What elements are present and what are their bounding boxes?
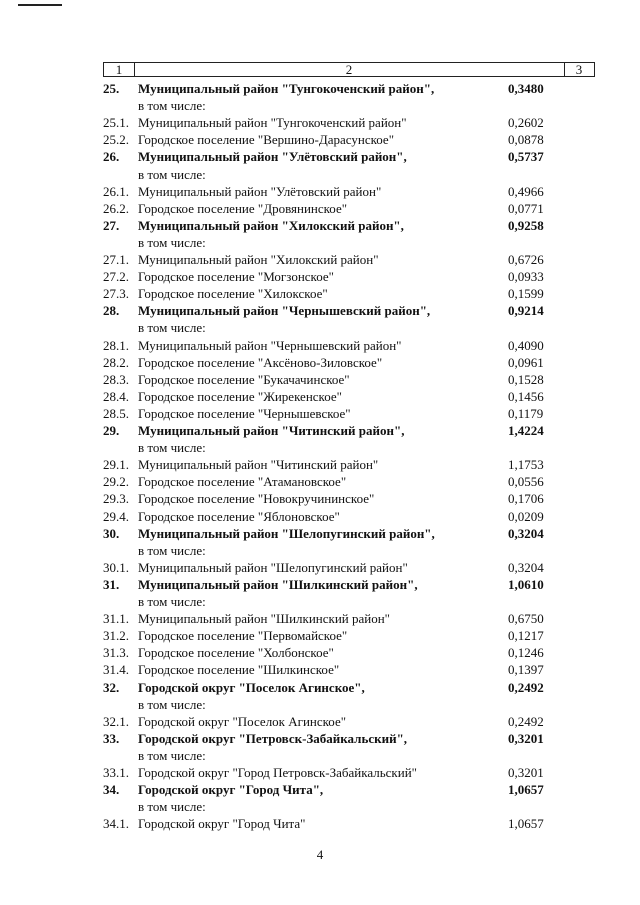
row-number: 33.1. (103, 765, 129, 780)
row-value: 0,3204 (508, 559, 544, 575)
row-name: Городское поселение "Жирекенское" (138, 388, 342, 404)
table-row (0, 559, 640, 576)
row-name: Городской округ "Петровск-Забайкальский", (138, 730, 408, 746)
row-value: 0,1217 (508, 628, 544, 644)
row-number: 34.1. (103, 816, 129, 832)
row-number: 29.4. (103, 508, 129, 524)
row-number: 26.2. (103, 200, 129, 216)
row-number: 27.1. (103, 252, 129, 267)
row-name: Муниципальный район "Хилокский район", (138, 217, 404, 233)
row-name: Городской округ "Город Чита", (138, 782, 324, 798)
row-number: 27.2. (103, 269, 129, 285)
row-value: 0,1179 (508, 405, 544, 421)
table-row (0, 200, 640, 217)
table-row (0, 508, 640, 525)
row-sub-note (0, 97, 640, 114)
table-row-district (0, 576, 640, 593)
page-number: 4 (316, 847, 324, 862)
row-number: 29.2. (103, 474, 129, 490)
row-value: 1,0657 (508, 782, 544, 798)
sub-note-text: в том числе: (138, 542, 206, 558)
row-value: 0,4966 (508, 183, 544, 199)
sub-note-text: в том числе: (138, 594, 206, 609)
header-col-3: 3 (575, 62, 583, 77)
row-number: 28.5. (103, 405, 129, 421)
table-row (0, 285, 640, 302)
row-value: 0,1397 (508, 662, 544, 678)
row-value: 0,2492 (508, 679, 544, 695)
row-name: Городской округ "Поселок Агинское", (138, 679, 365, 695)
row-value: 1,1753 (508, 457, 544, 473)
row-sub-note (0, 439, 640, 456)
row-name: Городское поселение "Первомайское" (138, 628, 348, 644)
row-name: Муниципальный район "Чернышевский район", (138, 303, 431, 319)
table-row (0, 114, 640, 131)
row-number: 28.3. (103, 371, 129, 387)
row-number: 28. (103, 303, 120, 319)
table-row (0, 627, 640, 644)
row-number: 27.3. (103, 286, 129, 302)
row-name: Городское поселение "Яблоновское" (138, 508, 340, 524)
row-value: 0,6726 (508, 252, 544, 267)
row-name: Муниципальный район "Чернышевский район" (138, 337, 402, 353)
table-row (0, 251, 640, 268)
row-name: Муниципальный район "Тунгокоченский район", (138, 81, 435, 96)
table-header-row (103, 62, 595, 77)
table-row (0, 268, 640, 285)
table-row (0, 815, 640, 832)
row-number: 31.3. (103, 645, 129, 661)
table-row (0, 405, 640, 422)
row-value: 1,0657 (508, 816, 544, 832)
row-number: 31. (103, 576, 120, 592)
row-name: Муниципальный район "Улётовский район", (138, 149, 407, 165)
table-row (0, 610, 640, 627)
row-name: Городское поселение "Чернышевское" (138, 405, 351, 421)
row-name: Муниципальный район "Читинский район" (138, 457, 379, 473)
table-row-district (0, 422, 640, 439)
table-row (0, 456, 640, 473)
row-number: 26.1. (103, 183, 129, 199)
top-rule-mark (18, 4, 62, 6)
row-number: 26. (103, 149, 120, 165)
row-value: 0,3204 (508, 525, 544, 541)
row-number: 29. (103, 423, 120, 438)
row-number: 31.2. (103, 628, 129, 644)
row-value: 0,1706 (508, 491, 544, 507)
table-row (0, 337, 640, 354)
row-name: Городское поселение "Букачачинское" (138, 371, 350, 387)
row-number: 32.1. (103, 713, 129, 729)
row-name: Городское поселение "Хилокское" (138, 286, 328, 302)
row-value: 0,4090 (508, 337, 544, 353)
row-number: 28.4. (103, 388, 129, 404)
table-row (0, 354, 640, 371)
row-number: 31.1. (103, 611, 129, 627)
row-name: Городское поселение "Шилкинское" (138, 662, 340, 678)
table-row-district (0, 302, 640, 319)
table-row-district (0, 217, 640, 234)
row-number: 29.1. (103, 457, 129, 473)
row-sub-note (0, 542, 640, 559)
row-name: Муниципальный район "Хилокский район" (138, 252, 379, 267)
row-value: 0,0556 (508, 474, 544, 490)
row-sub-note (0, 166, 640, 183)
row-value: 0,5737 (508, 149, 544, 165)
row-sub-note (0, 798, 640, 815)
table-row (0, 388, 640, 405)
row-sub-note (0, 319, 640, 336)
row-value: 1,4224 (508, 423, 544, 438)
row-number: 27. (103, 217, 120, 233)
table-row-district (0, 730, 640, 747)
table-row (0, 473, 640, 490)
row-value: 0,9258 (508, 217, 544, 233)
row-number: 33. (103, 730, 120, 746)
sub-note-text: в том числе: (138, 696, 206, 712)
table-row (0, 661, 640, 678)
row-name: Городской округ "Город Петровск-Забайкальский" (138, 765, 417, 780)
sub-note-text: в том числе: (138, 98, 206, 114)
row-name: Муниципальный район "Шилкинский район" (138, 611, 390, 627)
row-value: 0,1599 (508, 286, 544, 302)
sub-note-text: в том числе: (138, 320, 206, 336)
row-name: Городское поселение "Холбонское" (138, 645, 334, 661)
row-value: 0,1528 (508, 371, 544, 387)
row-name: Муниципальный район "Шелопугинский район" (138, 559, 408, 575)
table-row (0, 131, 640, 148)
row-number: 30. (103, 525, 120, 541)
row-name: Городское поселение "Вершино-Дарасунское" (138, 132, 395, 148)
row-number: 25. (103, 81, 120, 96)
row-name: Городское поселение "Атамановское" (138, 474, 347, 490)
row-sub-note (0, 234, 640, 251)
row-value: 0,6750 (508, 611, 544, 627)
table-row-district (0, 148, 640, 165)
row-name: Муниципальный район "Читинский район", (138, 423, 405, 438)
table-row (0, 713, 640, 730)
row-number: 32. (103, 679, 120, 695)
row-name: Городское поселение "Аксёново-Зиловское" (138, 354, 383, 370)
row-name: Муниципальный район "Улётовский район" (138, 183, 382, 199)
table-row-district (0, 679, 640, 696)
row-name: Муниципальный район "Шилкинский район", (138, 576, 418, 592)
row-number: 28.2. (103, 354, 129, 370)
row-name: Городской округ "Город Чита" (138, 816, 306, 832)
row-value: 0,1456 (508, 388, 544, 404)
table-row (0, 371, 640, 388)
table-row-district (0, 525, 640, 542)
row-number: 25.2. (103, 132, 129, 148)
sub-note-text: в том числе: (138, 799, 206, 815)
header-col-1: 1 (104, 63, 135, 76)
row-name: Муниципальный район "Тунгокоченский район" (138, 115, 407, 131)
sub-note-text: в том числе: (138, 234, 206, 250)
row-number: 30.1. (103, 559, 129, 575)
table-row-district (0, 781, 640, 798)
row-value: 0,0961 (508, 354, 544, 370)
row-sub-note (0, 747, 640, 764)
row-sub-note (0, 696, 640, 713)
row-value: 0,3201 (508, 730, 544, 746)
row-value: 0,9214 (508, 303, 544, 319)
table-row-district (0, 80, 640, 97)
row-number: 25.1. (103, 115, 129, 131)
row-value: 0,3480 (508, 81, 544, 96)
row-number: 34. (103, 782, 120, 798)
table-row (0, 183, 640, 200)
sub-note-text: в том числе: (138, 166, 206, 182)
header-col-2: 2 (134, 63, 565, 76)
row-value: 0,2602 (508, 115, 544, 131)
row-value: 0,0771 (508, 200, 544, 216)
row-value: 0,3201 (508, 765, 544, 780)
row-value: 1,0610 (508, 576, 544, 592)
row-value: 0,2492 (508, 713, 544, 729)
row-name: Городское поселение "Могзонское" (138, 269, 334, 285)
row-number: 31.4. (103, 662, 129, 678)
row-value: 0,0878 (508, 132, 544, 148)
row-name: Городское поселение "Дровянинское" (138, 200, 348, 216)
row-value: 0,1246 (508, 645, 544, 661)
table-row (0, 490, 640, 507)
row-number: 28.1. (103, 337, 129, 353)
sub-note-text: в том числе: (138, 747, 206, 763)
row-name: Городской округ "Поселок Агинское" (138, 713, 347, 729)
row-name: Городское поселение "Новокручининское" (138, 491, 375, 507)
row-number: 29.3. (103, 491, 129, 507)
row-name: Муниципальный район "Шелопугинский район", (138, 525, 435, 541)
table-row (0, 644, 640, 661)
row-value: 0,0933 (508, 269, 544, 285)
row-value: 0,0209 (508, 508, 544, 524)
table-row (0, 764, 640, 781)
sub-note-text: в том числе: (138, 440, 206, 456)
row-sub-note (0, 593, 640, 610)
